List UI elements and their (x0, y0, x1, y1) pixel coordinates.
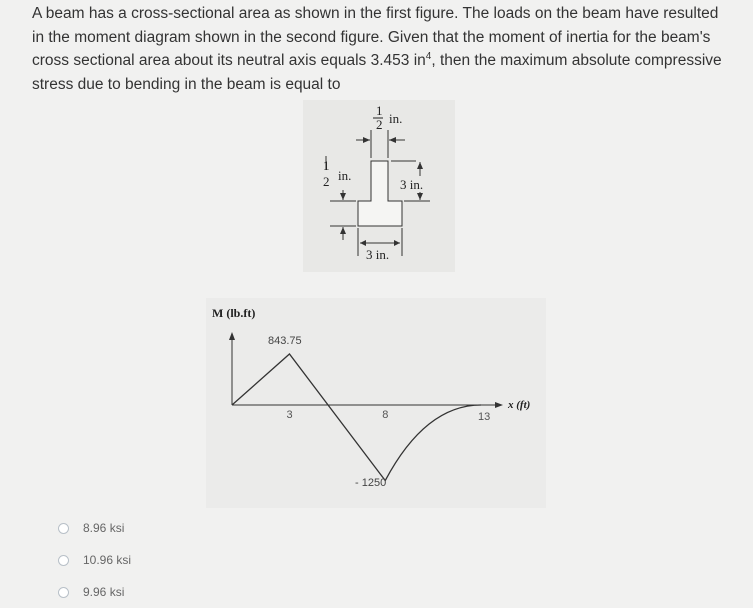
left-dim-num: 1 (323, 158, 330, 173)
x-tick-group (286, 409, 490, 423)
radio-button[interactable] (58, 587, 69, 598)
left-dim-den: 2 (323, 174, 330, 189)
min-value-label: - 1250 (355, 477, 387, 489)
top-dim-unit: in. (389, 111, 403, 126)
option-1[interactable] (58, 512, 358, 544)
x-axis-arrowhead (495, 402, 503, 408)
question-part1: A beam has a cross-sectional area as shown in the first figure. The loads on the beam have resulted in the moment diagram shown in the second figure. Given that the moment of inertia for the beam's cross sectional area about its neutral axis equals 3.453 in (32, 5, 719, 69)
radio-button[interactable] (58, 523, 69, 534)
moment-curve (232, 354, 481, 481)
radio-button[interactable] (58, 555, 69, 566)
option-label: 9.96 ksi (83, 585, 125, 599)
top-dim-num: 1 (376, 103, 383, 118)
right-dim-label: 3 in. (400, 177, 424, 192)
answer-options (58, 512, 358, 608)
option-2[interactable] (58, 544, 358, 576)
question-exponent: 4 (425, 50, 432, 62)
option-label: 8.96 ksi (83, 521, 125, 535)
x-tick-label: 13 (478, 411, 491, 423)
x-tick-label: 8 (382, 409, 389, 421)
left-dim-unit: in. (338, 168, 352, 183)
top-dim-den: 2 (376, 117, 383, 132)
y-axis-arrowhead (229, 332, 235, 340)
x-tick-label: 3 (286, 409, 293, 421)
bottom-dim-label: 3 in. (366, 247, 390, 262)
option-label: 10.96 ksi (83, 553, 132, 567)
x-axis-label: x (ft) (508, 399, 531, 411)
option-3[interactable] (58, 576, 358, 608)
peak-value-label: 843.75 (268, 335, 302, 347)
question-part2: , then the maximum absolute compressive stress due to bending in the beam is equal to (32, 52, 722, 93)
y-axis-label: M (lb.ft) (212, 306, 256, 320)
